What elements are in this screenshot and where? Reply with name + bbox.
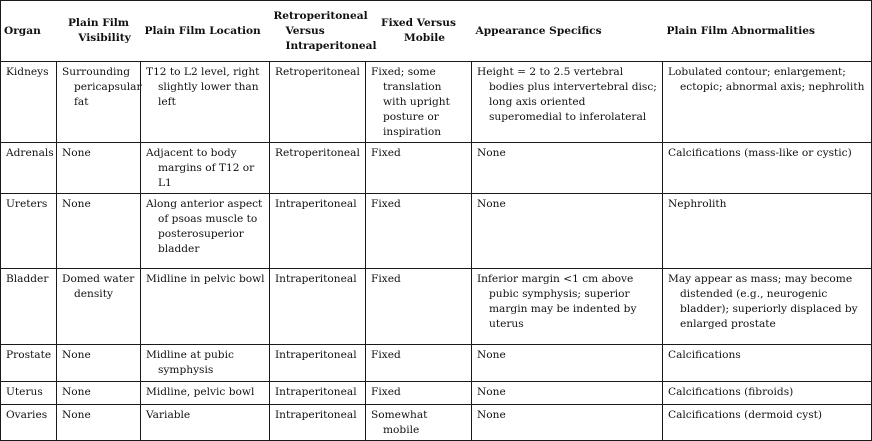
cell-mobility <box>366 405 472 441</box>
cell-text: None <box>477 349 506 361</box>
cell-text: Nephrolith <box>668 198 727 210</box>
cell-peritoneal <box>270 345 366 382</box>
cell-text: Midline at pubic symphysis <box>146 349 234 376</box>
cell-organ <box>1 269 57 345</box>
cell-text: Fixed <box>371 147 401 159</box>
table-row <box>1 62 872 143</box>
cell-visibility <box>57 143 141 194</box>
cell-visibility <box>57 405 141 441</box>
cell-text: Adjacent to body margins of T12 or L1 <box>146 147 255 189</box>
cell-text: May appear as mass; may become distended (e.g., neurogenic bladder); superiorly displaced by enlarged prostate <box>668 273 858 330</box>
cell-organ <box>1 143 57 194</box>
cell-text: Fixed <box>371 386 401 398</box>
cell-text: Variable <box>146 409 191 421</box>
cell-location <box>141 269 270 345</box>
cell-text: Calcifications (mass-like or cystic) <box>668 147 852 159</box>
cell-text: Ureters <box>6 198 48 210</box>
cell-text: Ovaries <box>6 409 48 421</box>
cell-appearance <box>472 405 663 441</box>
cell-text: Somewhat mobile <box>371 409 428 436</box>
cell-text: Midline, pelvic bowl <box>146 386 255 398</box>
cell-text: Intraperitoneal <box>275 386 357 398</box>
cell-abnormalities <box>663 269 872 345</box>
cell-text: Intraperitoneal <box>275 409 357 421</box>
table-row <box>1 345 872 382</box>
cell-organ <box>1 382 57 405</box>
cell-organ <box>1 62 57 143</box>
cell-location <box>141 143 270 194</box>
table-body <box>1 62 872 441</box>
cell-appearance <box>472 194 663 269</box>
table-row <box>1 194 872 269</box>
cell-text: Kidneys <box>6 66 49 78</box>
cell-text: Lobulated contour; enlargement; ectopic; abnormal axis; nephrolith <box>668 66 865 93</box>
cell-text: Surrounding pericapsular fat <box>62 66 142 108</box>
cell-abnormalities <box>663 345 872 382</box>
cell-organ <box>1 345 57 382</box>
cell-appearance <box>472 345 663 382</box>
cell-text: Adrenals <box>6 147 54 159</box>
table-row <box>1 405 872 441</box>
cell-abnormalities <box>663 194 872 269</box>
cell-abnormalities <box>663 62 872 143</box>
cell-text: Prostate <box>6 349 52 361</box>
cell-peritoneal <box>270 143 366 194</box>
cell-text: Domed water density <box>62 273 135 300</box>
table-row <box>1 269 872 345</box>
cell-visibility <box>57 382 141 405</box>
cell-text: Bladder <box>6 273 49 285</box>
cell-text: Calcifications (fibroids) <box>668 386 794 398</box>
cell-appearance <box>472 382 663 405</box>
cell-text: Along anterior aspect of psoas muscle to posterosuperior bladder <box>146 198 263 255</box>
header-appearance: Appearance Specifics <box>472 1 663 62</box>
cell-peritoneal <box>270 269 366 345</box>
cell-text: Retroperitoneal <box>275 66 360 78</box>
cell-text: Uterus <box>6 386 43 398</box>
cell-organ <box>1 405 57 441</box>
cell-organ <box>1 194 57 269</box>
header-peritoneal: Retroperitoneal Versus Intraperitoneal <box>270 1 366 62</box>
cell-visibility <box>57 345 141 382</box>
cell-text: None <box>477 198 506 210</box>
header-organ: Organ <box>1 1 57 62</box>
cell-visibility <box>57 62 141 143</box>
cell-abnormalities <box>663 405 872 441</box>
cell-mobility <box>366 345 472 382</box>
cell-appearance <box>472 62 663 143</box>
header-mobility: Fixed Versus Mobile <box>366 1 472 62</box>
cell-mobility <box>366 194 472 269</box>
header-abnormalities: Plain Film Abnormalities <box>663 1 872 62</box>
cell-location <box>141 382 270 405</box>
cell-text: T12 to L2 level, right slightly lower than left <box>146 66 260 108</box>
cell-text: Fixed <box>371 273 401 285</box>
cell-text: None <box>62 409 91 421</box>
cell-text: None <box>477 147 506 159</box>
cell-location <box>141 345 270 382</box>
cell-location <box>141 62 270 143</box>
header-row <box>1 1 872 62</box>
cell-appearance <box>472 143 663 194</box>
cell-visibility <box>57 269 141 345</box>
cell-text: Fixed; some translation with upright posture or inspiration <box>371 66 450 138</box>
cell-text: Calcifications (dermoid cyst) <box>668 409 823 421</box>
cell-text: Retroperitoneal <box>275 147 360 159</box>
cell-text: None <box>62 147 91 159</box>
cell-text: Intraperitoneal <box>275 273 357 285</box>
header-visibility: Plain Film Visibility <box>57 1 141 62</box>
cell-appearance <box>472 269 663 345</box>
cell-text: Fixed <box>371 349 401 361</box>
cell-text: Fixed <box>371 198 401 210</box>
table-row <box>1 143 872 194</box>
cell-text: Inferior margin <1 cm above pubic symphysis; superior margin may be indented by uterus <box>477 273 637 330</box>
cell-mobility <box>366 62 472 143</box>
cell-mobility <box>366 143 472 194</box>
cell-text: Height = 2 to 2.5 vertebral bodies plus intervertebral disc; long axis oriented superomedial to inferolateral <box>477 66 657 123</box>
cell-text: Intraperitoneal <box>275 198 357 210</box>
cell-visibility <box>57 194 141 269</box>
cell-text: None <box>477 409 506 421</box>
cell-text: None <box>62 386 91 398</box>
cell-mobility <box>366 269 472 345</box>
cell-location <box>141 194 270 269</box>
cell-abnormalities <box>663 382 872 405</box>
cell-peritoneal <box>270 405 366 441</box>
table-row <box>1 382 872 405</box>
cell-peritoneal <box>270 62 366 143</box>
cell-abnormalities <box>663 143 872 194</box>
cell-peritoneal <box>270 194 366 269</box>
cell-text: None <box>62 198 91 210</box>
cell-peritoneal <box>270 382 366 405</box>
cell-text: Midline in pelvic bowl <box>146 273 265 285</box>
cell-text: Intraperitoneal <box>275 349 357 361</box>
cell-location <box>141 405 270 441</box>
table-header <box>1 1 872 62</box>
cell-text: None <box>477 386 506 398</box>
cell-text: None <box>62 349 91 361</box>
cell-mobility <box>366 382 472 405</box>
header-location: Plain Film Location <box>141 1 270 62</box>
cell-text: Calcifications <box>668 349 741 361</box>
